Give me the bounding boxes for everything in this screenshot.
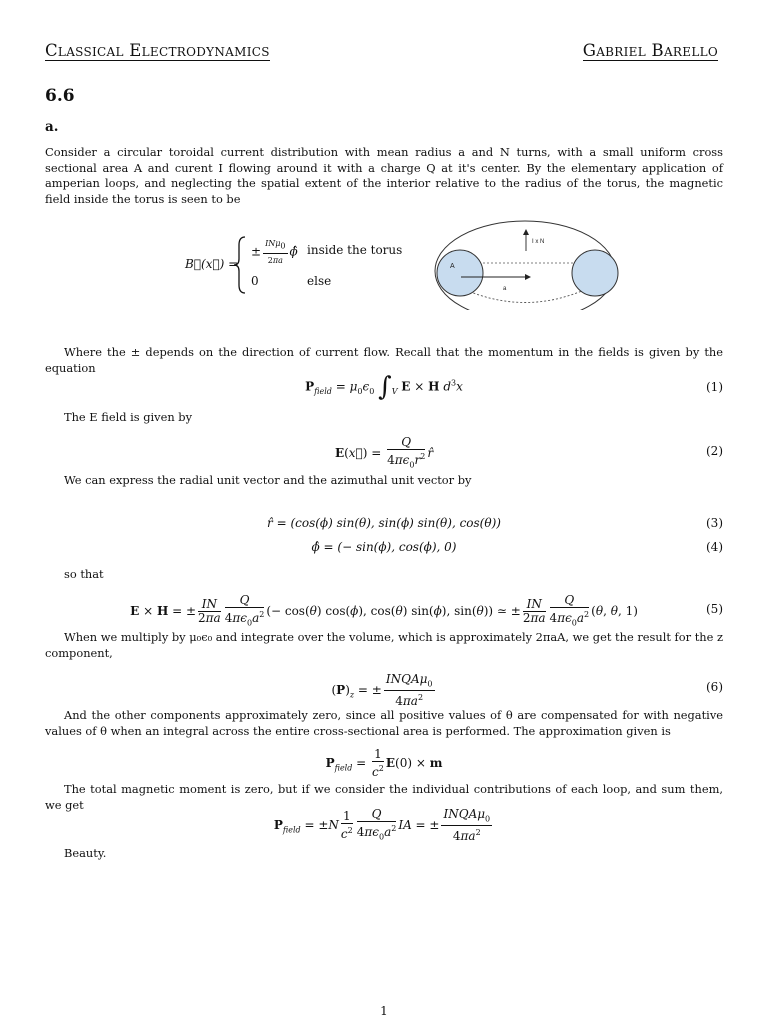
equation-4: ϕ̂ = (− sin(ϕ), cos(ϕ), 0) [311,540,457,554]
equation-1: $P_{field} = \mu_0\epsilon_0$ $\int_V$ E × H $d^3x$ [305,372,463,402]
paragraph-intro: Consider a circular toroidal current distribution with mean radius a and N turns, with a small uniform cross sectional area A and curent I flowing around it with a charge Q at it's center. By the elementary application of amperian loops, and neglecting the spatial extent of the interior relative to the radius of the torus, the magnetic field inside the torus is seen to be [45,145,723,206]
section-heading: 6.6 [45,86,75,106]
equation-1-number: (1) [706,380,723,394]
label-IxN: I x N [532,239,545,245]
paragraph-e-field: The E field is given by [64,410,193,424]
equation-3-number: (3) [706,516,723,530]
label-a: a [503,286,507,292]
equation-2-number: (2) [706,444,723,458]
equation-4-number: (4) [706,540,723,554]
paragraph-momentum: Where the ± depends on the direction of current flow. Recall that the momentum in the fields is given by the equation [45,345,723,375]
equation-3: r̂ = (cos(ϕ) sin(θ), sin(ϕ) sin(θ), cos(θ)) [267,516,501,530]
paragraph-components: And the other components approximately zero, since all positive values of θ are compensated for with negative values of θ when an integral across the entire cross-sectional area is performed. The approximation given is [45,708,723,738]
equation-approximation: $P_{field}$ = $\frac{1}{c^2}$ E(0) × m [325,747,443,779]
paragraph-beauty: Beauty. [64,846,107,860]
paragraph-integrate: When we multiply by μ₀ϵ₀ and integrate over the volume, which is approximately 2πaA, we get the result for the z component, [45,630,723,660]
header-author: Gabriel Barello [582,41,718,60]
label-A: A [450,263,455,270]
page-number: 1 [380,1004,388,1018]
case2-condition: else [307,274,332,288]
equation-6-number: (6) [706,680,723,694]
equation-5: E × H = ± $\frac{IN}{2\pi a}$ $\frac{Q}{4\pi\epsilon_0a^2}$ (− cos(θ) cos(ϕ), cos(θ) sin(ϕ), sin(θ)) ≃ ± $\frac{IN}{2\pi a}$ $\frac{Q}{4\pi\epsilon_0a^2}$ (θ, θ, 1) [130,593,638,628]
case1-value: ± $\frac{IN\mu_0}{2\pi a}$ ϕ̂ [251,239,298,265]
equation-2: E(x⃗) = $\frac{Q}{4\pi\epsilon_0r^2}$ r̂ [334,435,434,470]
equation-6: $(P)_z$ = ± $\frac{INQA\mu_0}{4\pi a^2}$ [331,672,433,709]
equation-final: $P_{field} = \pm N$ $\frac{1}{c^2}$ $\frac{Q}{4\pi\epsilon_0a^2}$ IA = ± $\frac{INQA\mu_0}{4\pi a^2}$ [273,807,491,844]
case1-condition: inside the torus [307,243,403,257]
torus-diagram [425,215,625,310]
equation-5-number: (5) [706,602,723,616]
brace-icon [233,235,249,295]
paragraph-total-moment: The total magnetic moment is zero, but if we consider the individual contributions of each loop, and sum them, we get [45,782,723,812]
subsection-heading: a. [45,119,59,135]
paragraph-unit-vectors: We can express the radial unit vector and the azimuthal unit vector by [64,473,472,487]
case2-value: 0 [251,274,259,288]
cases-lhs: B⃗(x⃗) = [185,257,239,271]
paragraph-so-that: so that [64,567,104,581]
header-title: Classical Electrodynamics [45,41,270,60]
